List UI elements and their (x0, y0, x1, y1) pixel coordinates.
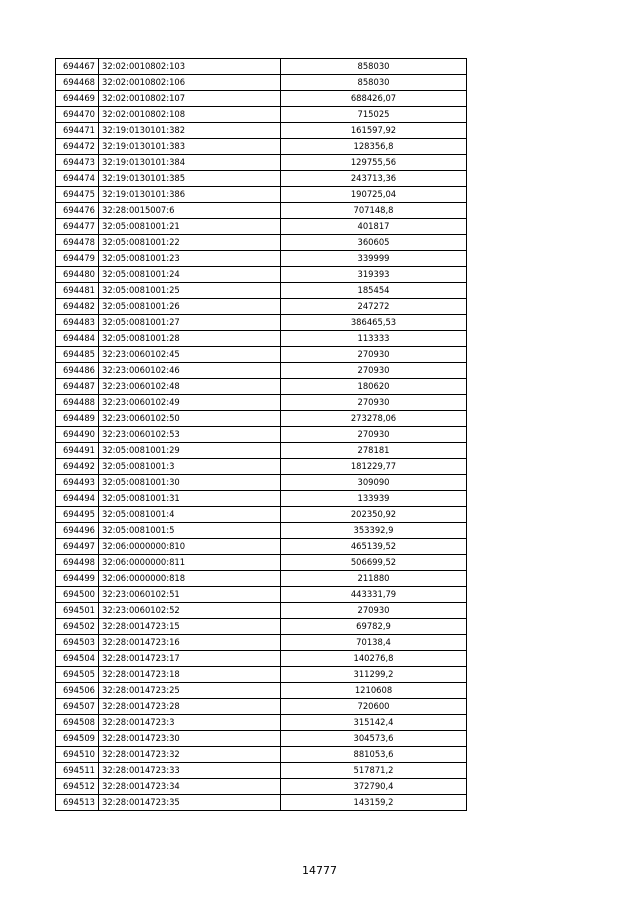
table-row (56, 107, 467, 123)
cadastral-number-cell: 32:05:0081001:3 (99, 459, 281, 475)
table-body (56, 59, 467, 811)
value-cell: 181229,77 (281, 459, 467, 475)
table-row (56, 715, 467, 731)
table-row (56, 603, 467, 619)
value-cell: 247272 (281, 299, 467, 315)
value-cell: 319393 (281, 267, 467, 283)
value-cell: 881053,6 (281, 747, 467, 763)
cadastral-number-cell: 32:28:0014723:25 (99, 683, 281, 699)
table-row (56, 443, 467, 459)
row-id-cell: 694501 (56, 603, 99, 619)
row-id-cell: 694506 (56, 683, 99, 699)
table-row (56, 363, 467, 379)
row-id-cell: 694512 (56, 779, 99, 795)
table-row (56, 75, 467, 91)
table-row (56, 683, 467, 699)
row-id-cell: 694505 (56, 667, 99, 683)
table-row (56, 635, 467, 651)
cadastral-number-cell: 32:19:0130101:386 (99, 187, 281, 203)
table-row (56, 555, 467, 571)
cadastral-number-cell: 32:05:0081001:27 (99, 315, 281, 331)
row-id-cell: 694492 (56, 459, 99, 475)
table-row (56, 235, 467, 251)
cadastral-number-cell: 32:23:0060102:51 (99, 587, 281, 603)
table-row (56, 571, 467, 587)
cadastral-number-cell: 32:05:0081001:4 (99, 507, 281, 523)
row-id-cell: 694490 (56, 427, 99, 443)
row-id-cell: 694476 (56, 203, 99, 219)
value-cell: 113333 (281, 331, 467, 347)
value-cell: 211880 (281, 571, 467, 587)
table-row (56, 779, 467, 795)
cadastral-number-cell: 32:28:0014723:32 (99, 747, 281, 763)
value-cell: 707148,8 (281, 203, 467, 219)
cadastral-number-cell: 32:05:0081001:31 (99, 491, 281, 507)
value-cell: 185454 (281, 283, 467, 299)
row-id-cell: 694499 (56, 571, 99, 587)
table-row (56, 331, 467, 347)
table-row (56, 587, 467, 603)
cadastral-number-cell: 32:02:0010802:108 (99, 107, 281, 123)
row-id-cell: 694504 (56, 651, 99, 667)
cadastral-number-cell: 32:19:0130101:384 (99, 155, 281, 171)
table-row (56, 379, 467, 395)
table-row (56, 459, 467, 475)
row-id-cell: 694508 (56, 715, 99, 731)
table-row (56, 507, 467, 523)
value-cell: 386465,53 (281, 315, 467, 331)
value-cell: 278181 (281, 443, 467, 459)
table-row (56, 795, 467, 811)
row-id-cell: 694485 (56, 347, 99, 363)
value-cell: 1210608 (281, 683, 467, 699)
value-cell: 180620 (281, 379, 467, 395)
row-id-cell: 694491 (56, 443, 99, 459)
value-cell: 69782,9 (281, 619, 467, 635)
table-row (56, 411, 467, 427)
row-id-cell: 694500 (56, 587, 99, 603)
cadastral-number-cell: 32:06:0000000:811 (99, 555, 281, 571)
value-cell: 202350,92 (281, 507, 467, 523)
cadastral-number-cell: 32:05:0081001:24 (99, 267, 281, 283)
row-id-cell: 694510 (56, 747, 99, 763)
row-id-cell: 694509 (56, 731, 99, 747)
row-id-cell: 694478 (56, 235, 99, 251)
cadastral-number-cell: 32:23:0060102:45 (99, 347, 281, 363)
cadastral-number-cell: 32:28:0014723:18 (99, 667, 281, 683)
table-row (56, 139, 467, 155)
cadastral-number-cell: 32:28:0015007:6 (99, 203, 281, 219)
cadastral-number-cell: 32:23:0060102:48 (99, 379, 281, 395)
value-cell: 133939 (281, 491, 467, 507)
row-id-cell: 694472 (56, 139, 99, 155)
value-cell: 190725,04 (281, 187, 467, 203)
row-id-cell: 694483 (56, 315, 99, 331)
row-id-cell: 694511 (56, 763, 99, 779)
cadastral-number-cell: 32:05:0081001:25 (99, 283, 281, 299)
data-table (55, 58, 467, 811)
value-cell: 688426,07 (281, 91, 467, 107)
cadastral-number-cell: 32:28:0014723:3 (99, 715, 281, 731)
row-id-cell: 694494 (56, 491, 99, 507)
value-cell: 143159,2 (281, 795, 467, 811)
value-cell: 339999 (281, 251, 467, 267)
value-cell: 465139,52 (281, 539, 467, 555)
cadastral-number-cell: 32:23:0060102:49 (99, 395, 281, 411)
value-cell: 243713,36 (281, 171, 467, 187)
row-id-cell: 694470 (56, 107, 99, 123)
value-cell: 140276,8 (281, 651, 467, 667)
row-id-cell: 694489 (56, 411, 99, 427)
value-cell: 309090 (281, 475, 467, 491)
table-row (56, 91, 467, 107)
cadastral-number-cell: 32:28:0014723:33 (99, 763, 281, 779)
row-id-cell: 694468 (56, 75, 99, 91)
row-id-cell: 694480 (56, 267, 99, 283)
cadastral-number-cell: 32:19:0130101:383 (99, 139, 281, 155)
cadastral-number-cell: 32:02:0010802:107 (99, 91, 281, 107)
cadastral-number-cell: 32:05:0081001:21 (99, 219, 281, 235)
table-row (56, 619, 467, 635)
row-id-cell: 694497 (56, 539, 99, 555)
table-row (56, 651, 467, 667)
table-row (56, 475, 467, 491)
value-cell: 128356,8 (281, 139, 467, 155)
value-cell: 360605 (281, 235, 467, 251)
value-cell: 129755,56 (281, 155, 467, 171)
row-id-cell: 694475 (56, 187, 99, 203)
table-row (56, 747, 467, 763)
row-id-cell: 694495 (56, 507, 99, 523)
table-row (56, 299, 467, 315)
cadastral-number-cell: 32:02:0010802:106 (99, 75, 281, 91)
row-id-cell: 694469 (56, 91, 99, 107)
value-cell: 161597,92 (281, 123, 467, 139)
table-row (56, 219, 467, 235)
row-id-cell: 694474 (56, 171, 99, 187)
value-cell: 353392,9 (281, 523, 467, 539)
table-row (56, 315, 467, 331)
cadastral-number-cell: 32:19:0130101:382 (99, 123, 281, 139)
value-cell: 270930 (281, 603, 467, 619)
value-cell: 311299,2 (281, 667, 467, 683)
row-id-cell: 694493 (56, 475, 99, 491)
cadastral-number-cell: 32:05:0081001:23 (99, 251, 281, 267)
row-id-cell: 694473 (56, 155, 99, 171)
row-id-cell: 694486 (56, 363, 99, 379)
row-id-cell: 694513 (56, 795, 99, 811)
row-id-cell: 694488 (56, 395, 99, 411)
value-cell: 443331,79 (281, 587, 467, 603)
table-row (56, 251, 467, 267)
table-row (56, 171, 467, 187)
row-id-cell: 694477 (56, 219, 99, 235)
cadastral-number-cell: 32:28:0014723:16 (99, 635, 281, 651)
table-row (56, 187, 467, 203)
value-cell: 517871,2 (281, 763, 467, 779)
table-row (56, 155, 467, 171)
table-row (56, 731, 467, 747)
table-row (56, 347, 467, 363)
cadastral-number-cell: 32:28:0014723:35 (99, 795, 281, 811)
table-row (56, 395, 467, 411)
cadastral-number-cell: 32:23:0060102:46 (99, 363, 281, 379)
cadastral-number-cell: 32:06:0000000:810 (99, 539, 281, 555)
table-row (56, 667, 467, 683)
value-cell: 270930 (281, 363, 467, 379)
row-id-cell: 694479 (56, 251, 99, 267)
value-cell: 304573,6 (281, 731, 467, 747)
table-row (56, 427, 467, 443)
cadastral-number-cell: 32:28:0014723:15 (99, 619, 281, 635)
cadastral-number-cell: 32:05:0081001:28 (99, 331, 281, 347)
cadastral-number-cell: 32:23:0060102:50 (99, 411, 281, 427)
cadastral-number-cell: 32:28:0014723:34 (99, 779, 281, 795)
table-row (56, 763, 467, 779)
cadastral-number-cell: 32:06:0000000:818 (99, 571, 281, 587)
cadastral-number-cell: 32:28:0014723:28 (99, 699, 281, 715)
cadastral-number-cell: 32:23:0060102:53 (99, 427, 281, 443)
cadastral-number-cell: 32:05:0081001:29 (99, 443, 281, 459)
value-cell: 506699,52 (281, 555, 467, 571)
table-row (56, 267, 467, 283)
cadastral-number-cell: 32:23:0060102:52 (99, 603, 281, 619)
cadastral-number-cell: 32:28:0014723:17 (99, 651, 281, 667)
table-row (56, 283, 467, 299)
row-id-cell: 694487 (56, 379, 99, 395)
table-row (56, 491, 467, 507)
value-cell: 273278,06 (281, 411, 467, 427)
page-number: 14777 (302, 864, 337, 877)
value-cell: 270930 (281, 427, 467, 443)
value-cell: 270930 (281, 347, 467, 363)
value-cell: 372790,4 (281, 779, 467, 795)
cadastral-number-cell: 32:28:0014723:30 (99, 731, 281, 747)
value-cell: 720600 (281, 699, 467, 715)
cadastral-number-cell: 32:05:0081001:5 (99, 523, 281, 539)
row-id-cell: 694467 (56, 59, 99, 75)
row-id-cell: 694496 (56, 523, 99, 539)
row-id-cell: 694503 (56, 635, 99, 651)
row-id-cell: 694502 (56, 619, 99, 635)
value-cell: 270930 (281, 395, 467, 411)
table-row (56, 539, 467, 555)
cadastral-number-cell: 32:05:0081001:22 (99, 235, 281, 251)
value-cell: 315142,4 (281, 715, 467, 731)
table-row (56, 523, 467, 539)
table-row (56, 59, 467, 75)
row-id-cell: 694482 (56, 299, 99, 315)
value-cell: 70138,4 (281, 635, 467, 651)
cadastral-number-cell: 32:05:0081001:26 (99, 299, 281, 315)
cadastral-number-cell: 32:05:0081001:30 (99, 475, 281, 491)
value-cell: 858030 (281, 75, 467, 91)
value-cell: 401817 (281, 219, 467, 235)
table-row (56, 203, 467, 219)
value-cell: 858030 (281, 59, 467, 75)
cadastral-number-cell: 32:19:0130101:385 (99, 171, 281, 187)
row-id-cell: 694507 (56, 699, 99, 715)
table-row (56, 123, 467, 139)
row-id-cell: 694498 (56, 555, 99, 571)
row-id-cell: 694484 (56, 331, 99, 347)
table-row (56, 699, 467, 715)
row-id-cell: 694481 (56, 283, 99, 299)
value-cell: 715025 (281, 107, 467, 123)
cadastral-number-cell: 32:02:0010802:103 (99, 59, 281, 75)
row-id-cell: 694471 (56, 123, 99, 139)
